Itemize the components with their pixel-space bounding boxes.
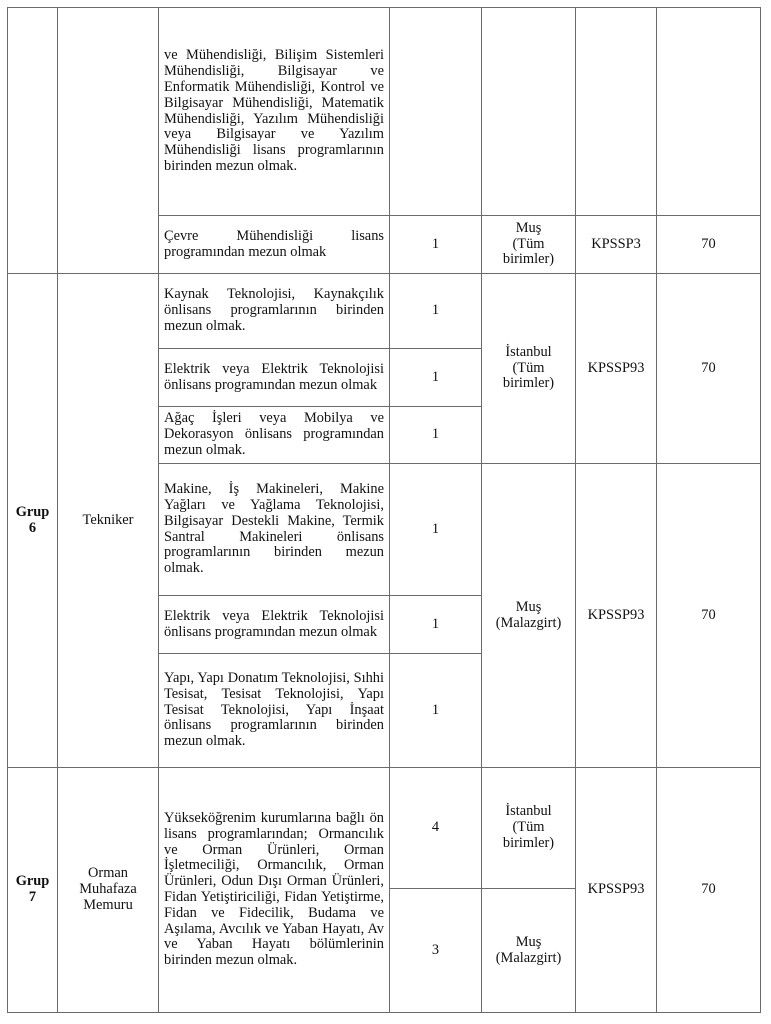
location-detail: (Tüm birimler) bbox=[502, 359, 555, 392]
count-cell: 4 bbox=[390, 768, 482, 889]
min-score-cell: 70 bbox=[657, 216, 761, 274]
score-type-cell: KPSSP93 bbox=[576, 274, 657, 464]
count-cell: 3 bbox=[390, 889, 482, 1013]
requirement-text: Elektrik veya Elektrik Teknolojisi önlisans programından mezun olmak bbox=[164, 607, 384, 640]
score-type-cell-empty bbox=[576, 8, 657, 216]
location-detail: (Malazgirt) bbox=[495, 949, 562, 966]
score-type-cell: KPSSP93 bbox=[576, 768, 657, 1013]
min-score-cell: 70 bbox=[657, 274, 761, 464]
requirement-text: Makine, İş Makineleri, Makine Yağları ve Yağlama Teknolojisi, Bilgisayar Destekli Makine, Termik Santral Makineleri önlisans programlarının birinden mezun olmak. bbox=[164, 481, 384, 577]
location-name: İstanbul bbox=[505, 803, 552, 820]
location-detail: (Tüm birimler) bbox=[502, 819, 555, 851]
position-title-line: Orman bbox=[88, 865, 128, 882]
table-row bbox=[8, 274, 761, 349]
score-type-cell: KPSSP3 bbox=[576, 216, 657, 274]
requirement-cell bbox=[159, 596, 390, 654]
count-cell-empty bbox=[390, 8, 482, 216]
position-title-line: Muhafaza bbox=[79, 881, 137, 898]
count-cell: 1 bbox=[390, 349, 482, 407]
position-title-line: Memuru bbox=[83, 896, 133, 913]
location-detail: (Tüm birimler) bbox=[502, 235, 555, 268]
group-cell bbox=[8, 768, 58, 1013]
requirement-text: Çevre Mühendisliği lisans programından mezun olmak bbox=[164, 227, 384, 260]
title-cell-empty bbox=[58, 8, 159, 274]
requirement-cell bbox=[159, 407, 390, 464]
requirement-text: ve Mühendisliği, Bilişim Sistemleri Mühendisliği, Bilgisayar ve Enformatik Mühendisliği, Kontrol ve Bilgisayar Mühendisliği, Matematik Mühendisliği, Yazılım Mühendisliği veya Bilgisayar ve Yazılım Mühendisliği lisans programlarının birinden mezun olmak. bbox=[164, 47, 384, 174]
group-number: 7 bbox=[28, 889, 37, 905]
table-row bbox=[8, 8, 761, 216]
min-score-cell: 70 bbox=[657, 464, 761, 768]
count-cell: 1 bbox=[390, 464, 482, 596]
location-name: Muş bbox=[515, 933, 542, 950]
positions-table bbox=[7, 7, 761, 1013]
location-name: Muş bbox=[515, 598, 542, 615]
group-label: Grup bbox=[15, 873, 50, 890]
requirement-cell bbox=[159, 8, 390, 216]
requirement-text: Elektrik veya Elektrik Teknolojisi önlisans programından mezun olmak bbox=[164, 360, 384, 393]
count-cell: 1 bbox=[390, 407, 482, 464]
group-cell bbox=[8, 274, 58, 768]
position-title-cell bbox=[58, 768, 159, 1013]
count-cell: 1 bbox=[390, 216, 482, 274]
requirement-cell bbox=[159, 216, 390, 274]
location-name: İstanbul bbox=[505, 343, 552, 360]
table-row bbox=[8, 768, 761, 889]
group-number: 6 bbox=[28, 519, 37, 536]
min-score-cell-empty bbox=[657, 8, 761, 216]
requirement-text: Kaynak Teknolojisi, Kaynakçılık önlisans programlarının birinden mezun olmak. bbox=[164, 286, 384, 334]
score-type-cell: KPSSP93 bbox=[576, 464, 657, 768]
location-cell bbox=[482, 768, 576, 889]
requirement-cell bbox=[159, 464, 390, 596]
location-cell bbox=[482, 464, 576, 768]
requirement-text: Yapı, Yapı Donatım Teknolojisi, Sıhhi Tesisat, Tesisat Teknolojisi, Yapı Tesisat Teknolojisi, Yapı İnşaat önlisans programlarının birinden mezun olmak. bbox=[164, 670, 384, 750]
location-name: Muş bbox=[515, 219, 542, 236]
count-cell: 1 bbox=[390, 274, 482, 349]
requirement-cell bbox=[159, 349, 390, 407]
count-cell: 1 bbox=[390, 654, 482, 768]
location-cell bbox=[482, 889, 576, 1013]
position-title-cell: Tekniker bbox=[58, 274, 159, 768]
min-score-cell: 70 bbox=[657, 768, 761, 1013]
requirement-cell bbox=[159, 768, 390, 1013]
requirement-cell bbox=[159, 274, 390, 349]
requirement-text: Yükseköğrenim kurumlarına bağlı ön lisans programlarından; Ormancılık ve Orman Ürünleri, Orman İşletmeciliği, Ormancılık, Orman Ürünleri, Odun Dışı Orman Ürünleri, Fidan Yetiştiriciliği, Fidan Yetiştirme, Fidan ve Fidecilik, Budama ve Aşılama, Avcılık ve Yaban Hayatı, Av ve Yaban Hayatı bölümlerinin birinden mezun olmak. bbox=[164, 810, 384, 969]
location-cell-empty bbox=[482, 8, 576, 216]
requirement-cell bbox=[159, 654, 390, 768]
location-cell bbox=[482, 274, 576, 464]
group-cell-empty bbox=[8, 8, 58, 274]
group-label: Grup bbox=[15, 503, 50, 520]
location-cell bbox=[482, 216, 576, 274]
location-detail: (Malazgirt) bbox=[495, 614, 562, 631]
count-cell: 1 bbox=[390, 596, 482, 654]
requirement-text: Ağaç İşleri veya Mobilya ve Dekorasyon önlisans programından mezun olmak. bbox=[164, 410, 384, 458]
